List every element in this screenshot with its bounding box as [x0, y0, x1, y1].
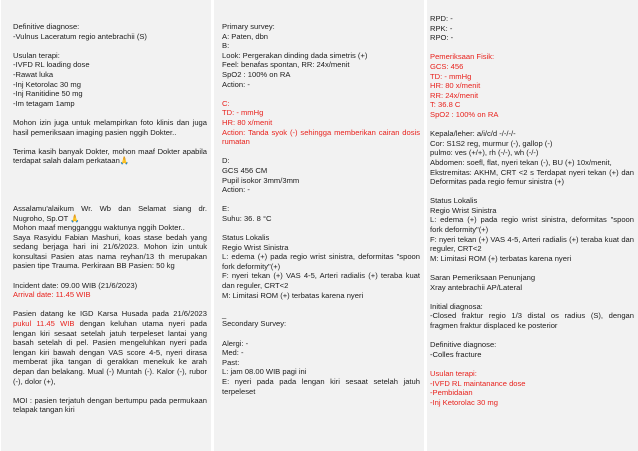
primary-survey-item: Look: Pergerakan dinding dada simetris (+) — [222, 50, 368, 60]
status-lokalis-look: L: edema (+) pada regio wrist sinistra, deformitas "spoon fork deformity"(+) — [222, 252, 420, 271]
exposure-item: Suhu: 36. 8 °C — [222, 213, 272, 223]
separator-dash: _ — [222, 309, 227, 319]
history-text: dengan keluhan utama nyeri pada lengan kiri sesaat setelah jatuh terpeleset lantai yang basah setelah di pel. Pasien mengeluhkan nyeri pada lengan kiri bawah dengan VAS score 4-5, nyeri dirasa memberat jika tangan di gerakkan menekuk ke arah depan dan belakang. Mual (-) Muntah (-). Kalor (-), rubor (-), dolor (+), — [13, 319, 208, 386]
rpd: RPD: - — [430, 14, 453, 23]
history-text: Pasien datang ke IGD Karsa Husada pada 21/6/2023 — [13, 309, 207, 319]
secondary-survey-title: Secondary Survey: — [222, 319, 287, 329]
physical-exam-item: HR: 80 x/menit — [430, 81, 481, 91]
status-lokalis-feel: F: nyeri tekan (+) VAS 4-5, Arteri radialis (+) teraba kuat dan reguler, CRT<2 — [222, 271, 420, 291]
abdomen-exam: Abdomen: soefl, flat, nyeri tekan (-), BU (+) 10x/menit, — [430, 157, 612, 167]
status-lokalis-region: Regio Wrist Sinistra — [430, 205, 497, 215]
therapy-item: -Inj Ketorolac 30 mg — [13, 79, 81, 89]
extremities-exam: Ekstremitas: AKHM, CRT <2 s Terdapat nyeri tekan (+) dan Deformitas pada regio femur sinistra (+) — [430, 167, 634, 187]
disability-item: Pupil isokor 3mm/3mm — [222, 175, 300, 185]
rpo: RPO: - — [430, 33, 454, 43]
therapy-item: -Im tetagam 1amp — [13, 98, 75, 108]
circulation-hr: HR: 80 x/menit — [222, 117, 273, 127]
rpk: RPK: - — [430, 23, 453, 33]
therapy-item: -Inj Ranitidine 50 mg — [13, 89, 83, 99]
primary-survey-item: Feel: benafas spontan, RR: 24x/menit — [222, 60, 350, 70]
primary-survey-item: B: — [222, 41, 230, 51]
primary-survey-item: A: Paten, dbn — [222, 31, 269, 41]
physical-exam-item: GCS: 456 — [430, 61, 464, 71]
circulation-action: Action: Tanda syok (-) sehingga memberikan cairan dosis rumatan — [222, 127, 420, 147]
physical-exam-title: Pemeriksaan Fisik: — [430, 52, 495, 62]
disability-item: Action: - — [222, 185, 250, 195]
definitive-diagnosis-title: Definitive diagnose: — [430, 340, 497, 350]
disability-item: GCS 456 CM — [222, 165, 268, 175]
physical-exam-item: T: 36.8 C — [430, 100, 461, 110]
therapy-item: -IVFD RL loading dose — [13, 60, 90, 70]
arrival-date: Arrival date: 11.45 WIB — [13, 290, 91, 300]
primary-survey-item: Action: - — [222, 79, 250, 89]
primary-survey-item: SpO2 : 100% on RA — [222, 69, 291, 79]
cor-exam: Cor: S1S2 reg, murmur (-), gallop (-) — [430, 138, 553, 148]
therapy-title: Usulan terapi: — [13, 50, 60, 60]
therapy-title: Usulan terapi: — [430, 368, 477, 378]
physical-exam-item: RR: 24x/menit — [430, 90, 479, 100]
therapy-item: -Rawat luka — [13, 69, 54, 79]
incident-date: Incident date: 09.00 WIB (21/6/2023) — [13, 280, 138, 290]
primary-survey-title: Primary survey: — [222, 22, 275, 31]
physical-exam-item: SpO2 : 100% on RA — [430, 109, 499, 119]
therapy-item: -Inj Ketorolac 30 mg — [430, 397, 498, 407]
intro-paragraph: Saya Rasyidu Fabian Mashuri, koas stase bedah yang sedang berjaga hari ini 21/6/2023. Mohon izin untuk konsultasi Pasien atas nama reyhan/13 th merupakan pasien tipe Trauma. Perkiraan BB Pasien: 50 kg — [13, 232, 207, 271]
status-lokalis-feel: F: nyeri tekan (+) VAS 4-5, Arteri radialis (+) teraba kuat dan reguler, CRT<2 — [430, 234, 634, 254]
column-right — [427, 0, 638, 451]
diagnosis-title: Definitive diagnose: — [13, 22, 80, 31]
thanks-note: Terima kasih banyak Dokter, mohon maaf Dokter apabila terdapat salah dalam perkataan🙏 — [13, 146, 207, 166]
initial-diagnosis-value: -Closed fraktur regio 1/3 distal os radius (S), dengan fragmen fraktur displaced ke posterior — [430, 311, 634, 330]
therapy-item: -Pembidaian — [430, 388, 473, 398]
secondary-survey-item: Med: - — [222, 348, 244, 358]
therapy-item: -IVFD RL maintanance dose — [430, 378, 526, 388]
column-middle — [214, 0, 424, 451]
events: E: nyeri pada pada lengan kiri sesaat setelah jatuh terpeleset — [222, 376, 420, 396]
exposure-item: E: — [222, 204, 230, 214]
initial-diagnosis-title: Initial diagnosa: — [430, 301, 483, 311]
greeting: Assalamu'alaikum Wr. Wb dan Selamat siang dr. Nugroho, Sp.OT 🙏 — [13, 203, 207, 223]
pulmo-exam: pulmo: ves (+/+), rh (-/-), wh (-/-) — [430, 148, 539, 158]
secondary-survey-item: Past: — [222, 357, 240, 367]
photo-note: Mohon izin juga untuk melampirkan foto klinis dan juga hasil pemeriksaan imaging pasien nggih Dokter.. — [13, 117, 207, 137]
status-lokalis-title: Status Lokalis — [430, 196, 478, 206]
diagnosis-value: -Vulnus Laceratum regio antebrachii (S) — [13, 31, 147, 41]
circulation-td: TD: - mmHg — [222, 108, 264, 118]
mechanism-of-injury: MOI : pasien terjatuh dengan bertumpu pada permukaan telapak tangan kiri — [13, 395, 207, 415]
physical-exam-item: TD: - mmHg — [430, 71, 472, 81]
last-meal: L: jam 08.00 WIB pagi ini — [222, 367, 307, 377]
status-lokalis-move: M: Limitasi ROM (+) terbatas karena nyeri — [430, 253, 572, 263]
history-arrival-time: pukul 11.45 WIB — [13, 319, 75, 329]
history-paragraph — [13, 309, 207, 386]
apology: Mohon maaf mengganggu waktunya nggih Dokter.. — [13, 223, 185, 233]
support-exam-title: Saran Pemeriksaan Penunjang — [430, 273, 536, 283]
status-lokalis-move: M: Limitasi ROM (+) terbatas karena nyeri — [222, 290, 364, 300]
status-lokalis-title: Status Lokalis — [222, 233, 270, 243]
head-neck-exam: Kepala/leher: a/i/c/d -/-/-/- — [430, 129, 516, 139]
column-left — [1, 0, 211, 451]
circulation-label: C: — [222, 98, 230, 108]
support-exam-value: Xray antebrachii AP/Lateral — [430, 282, 523, 292]
secondary-survey-item: Alergi: - — [222, 338, 249, 348]
status-lokalis-look: L: edema (+) pada regio wrist sinistra, deformitas "spoon fork deformity"(+) — [430, 215, 634, 235]
status-lokalis-region: Regio Wrist Sinistra — [222, 242, 289, 252]
definitive-diagnosis-value: -Colles fracture — [430, 349, 482, 359]
disability-item: D: — [222, 156, 230, 166]
